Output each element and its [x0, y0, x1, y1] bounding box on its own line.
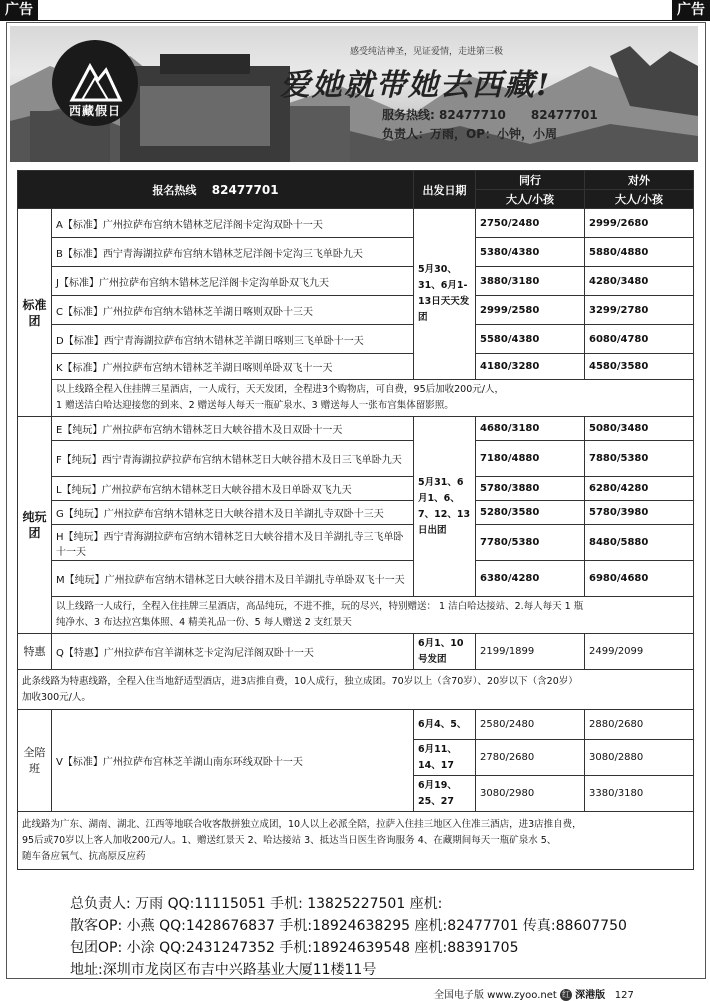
public-price: 8480/5880	[585, 525, 694, 561]
top-rule	[0, 20, 710, 21]
group-label-escort: 全陪班	[18, 710, 52, 812]
peer-price: 3880/3180	[476, 267, 585, 296]
pure-note-line-2: 纯净水、3 布达拉宫集体照、4 精美礼品一份、5 每人赠送 2 支红景天	[56, 617, 352, 628]
table-row	[18, 477, 694, 501]
banner-hotline-1: 82477710	[439, 108, 506, 122]
sub-slogan: 感受纯洁神圣，见证爱情，走进第三极	[350, 47, 504, 57]
public-price: 2999/2680	[585, 209, 694, 238]
standard-note-line-1: 以上线路全程入住挂牌三星酒店，一人成行，天天发团，全程进3个购物店，可自费，95后加收200元/人，	[56, 384, 504, 395]
table-row	[18, 380, 694, 417]
group-label-standard: 标准团	[18, 209, 52, 417]
escort-date: 6月11、14、17	[414, 740, 476, 776]
special-note-line-2: 加收300元/人。	[22, 691, 91, 703]
route-name: J【标准】广州拉萨布宫纳木错林芝尼洋阁卡定沟单卧双飞九天	[52, 267, 414, 296]
route-name: A【标准】广州拉萨布宫纳木错林芝尼洋阁卡定沟双卧十一天	[52, 209, 414, 238]
table-row	[18, 501, 694, 525]
route-name: G【纯玩】广州拉萨布宫纳木错林芝日大峡谷措木及日羊湖扎寺双卧十三天	[52, 501, 414, 525]
table-header	[18, 171, 694, 190]
contact-line-manager: 总负责人: 万雨 QQ:11115051 手机: 13825227501 座机:	[70, 896, 443, 912]
route-name: F【纯玩】西宁青海湖拉萨拉萨布宫纳木错林芝日大峡谷措木及日三飞单卧九天	[52, 441, 414, 477]
table-row	[18, 710, 694, 740]
header-hotline-number: 82477701	[211, 182, 279, 197]
banner-hotline	[382, 106, 598, 123]
header-peer-sub: 大人/小孩	[476, 190, 585, 209]
public-price: 3380/3180	[585, 776, 694, 812]
standard-note	[52, 380, 694, 417]
public-price: 7880/5380	[585, 441, 694, 477]
contact-line-address: 地址:深圳市龙岗区布吉中兴路基业大厦11楼11号	[70, 962, 377, 978]
peer-price: 4180/3280	[476, 354, 585, 380]
route-name: V【标准】广州拉萨布宫林芝羊湖山南东环线双卧十一天	[52, 710, 414, 812]
public-price: 4280/3480	[585, 267, 694, 296]
footer-page: 127	[614, 990, 634, 1001]
public-price: 3080/2880	[585, 740, 694, 776]
special-note-line-1: 此条线路为特惠线路，全程入住当地舒适型酒店，进3店推自费，10人成行，独立成团。70岁以上（含70岁）、20岁以下（含20岁）	[22, 675, 578, 687]
header-public: 对外	[585, 171, 694, 190]
escort-note-line-3: 随车备应氧气、抗高原反应药	[22, 850, 146, 862]
table-row	[18, 561, 694, 597]
footer-text: 全国电子版 www.zyoo.net	[434, 990, 557, 1001]
escort-note	[18, 812, 694, 870]
public-price: 6980/4680	[585, 561, 694, 597]
standard-note-line-2: 1 赠送洁白哈达迎接您的到来、2 赠送每人每天一瓶矿泉水、3 赠送每人一张布宫集体留影照。	[56, 400, 454, 411]
table-row	[18, 238, 694, 267]
peer-price: 2999/2580	[476, 296, 585, 325]
table-row	[18, 354, 694, 380]
table-row	[18, 209, 694, 238]
peer-price: 6380/4280	[476, 561, 585, 597]
route-name: B【标准】西宁青海湖拉萨布宫纳木错林芝尼洋阁卡定沟三飞单卧九天	[52, 238, 414, 267]
peer-price: 5580/4380	[476, 325, 585, 354]
header-public-sub: 大人/小孩	[585, 190, 694, 209]
peer-price: 2780/2680	[476, 740, 585, 776]
standard-date: 5月30、31、6月1-13日天天发团	[414, 209, 476, 380]
table-row	[18, 634, 694, 670]
public-price: 2880/2680	[585, 710, 694, 740]
banner	[10, 26, 698, 162]
group-label-pure: 纯玩团	[18, 417, 52, 634]
table-row	[18, 296, 694, 325]
contact-line-retail-op: 散客OP: 小燕 QQ:1428676837 手机:18924638295 座机:82477701 传真:88607750	[70, 918, 627, 934]
route-name: Q【特惠】广州拉萨布宫羊湖林芝卡定沟尼洋阁双卧十一天	[52, 634, 414, 670]
escort-note-line-1: 此线路为广东、湖南、湖北、江西等地联合收客散拼独立成团，10人以上必派全陪，拉萨入住挂三地区入住准三酒店，进3店推自费，	[22, 818, 582, 830]
table-row	[18, 670, 694, 710]
banner-hotline-label: 服务热线:	[382, 108, 435, 122]
route-price-table	[17, 170, 694, 870]
group-label-special: 特惠	[18, 634, 52, 670]
public-price: 3299/2780	[585, 296, 694, 325]
public-price: 5080/3480	[585, 417, 694, 441]
table-row	[18, 525, 694, 561]
public-price: 6280/4280	[585, 477, 694, 501]
route-name: L【纯玩】广州拉萨布宫纳木错林芝日大峡谷措木及日单卧双飞九天	[52, 477, 414, 501]
route-name: D【标准】西宁青海湖拉萨布宫纳木错林芝羊湖日喀则三飞单卧十一天	[52, 325, 414, 354]
public-price: 5780/3980	[585, 501, 694, 525]
table-row	[18, 597, 694, 634]
peer-price: 5780/3880	[476, 477, 585, 501]
table-row	[18, 325, 694, 354]
contact-line-group-op: 包团OP: 小涂 QQ:2431247352 手机:18924639548 座机:88391705	[70, 940, 519, 956]
public-price: 4580/3580	[585, 354, 694, 380]
public-price: 6080/4780	[585, 325, 694, 354]
table-row	[18, 417, 694, 441]
banner-hotline-2: 82477701	[530, 108, 598, 122]
special-note	[18, 670, 694, 710]
escort-date: 6月4、5、	[414, 710, 476, 740]
table-row	[18, 267, 694, 296]
ad-tag-right: 广告	[672, 0, 710, 20]
page-footer	[434, 986, 634, 1001]
public-price: 2499/2099	[585, 634, 694, 670]
ad-tag-left: 广告	[0, 0, 38, 20]
table-row	[18, 441, 694, 477]
special-date: 6月1、10号发团	[414, 634, 476, 670]
peer-price: 7180/4880	[476, 441, 585, 477]
header-hotline	[18, 171, 414, 209]
peer-price: 7780/5380	[476, 525, 585, 561]
header-hotline-label: 报名热线	[152, 183, 197, 197]
header-date: 出发日期	[414, 171, 476, 209]
peer-price: 5380/4380	[476, 238, 585, 267]
public-price: 5880/4880	[585, 238, 694, 267]
route-name: K【标准】广州拉萨布宫纳木错林芝羊湖日喀则单卧双飞十一天	[52, 354, 414, 380]
header-peer: 同行	[476, 171, 585, 190]
peer-price: 5280/3580	[476, 501, 585, 525]
pure-note-line-1: 以上线路一人成行，全程入住挂牌三星酒店，高品纯玩，不进不推，玩的尽兴，特别赠送： 1 洁白哈达接站、2.每人每天 1 瓶	[56, 601, 584, 612]
footer-edition: 深港版	[575, 990, 606, 1001]
escort-date: 6月19、25、27	[414, 776, 476, 812]
route-name: C【标准】广州拉萨布宫纳木错林芝羊湖日喀则双卧十三天	[52, 296, 414, 325]
peer-price: 3080/2980	[476, 776, 585, 812]
pure-note	[52, 597, 694, 634]
banner-contact: 负责人：万雨，OP：小钟，小周	[382, 127, 557, 141]
route-name: H【纯玩】西宁青海湖拉萨布宫纳木错林芝日大峡谷措木及日羊湖扎寺三飞单卧十一天	[52, 525, 414, 561]
footer-badge: 红	[561, 990, 570, 999]
escort-note-line-2: 95后或70岁以上客人加收200元/人。1、赠送红景天 2、哈达接站 3、抵达当日医生咨询服务 4、在藏期间每天一瓶矿泉水 5、	[22, 834, 557, 846]
slogan: 爱她就带她去西藏!	[280, 68, 552, 103]
logo-text: 西藏假日	[68, 104, 121, 118]
route-name: M【纯玩】广州拉萨布宫纳木错林芝日大峡谷措木及日羊湖扎寺单卧双飞十一天	[52, 561, 414, 597]
table-row	[18, 812, 694, 870]
peer-price: 4680/3180	[476, 417, 585, 441]
route-name: E【纯玩】广州拉萨布宫纳木错林芝日大峡谷措木及日双卧十一天	[52, 417, 414, 441]
peer-price: 2750/2480	[476, 209, 585, 238]
pure-date: 5月31、6月1、6、7、12、13日出团	[414, 417, 476, 597]
peer-price: 2580/2480	[476, 710, 585, 740]
peer-price: 2199/1899	[476, 634, 585, 670]
